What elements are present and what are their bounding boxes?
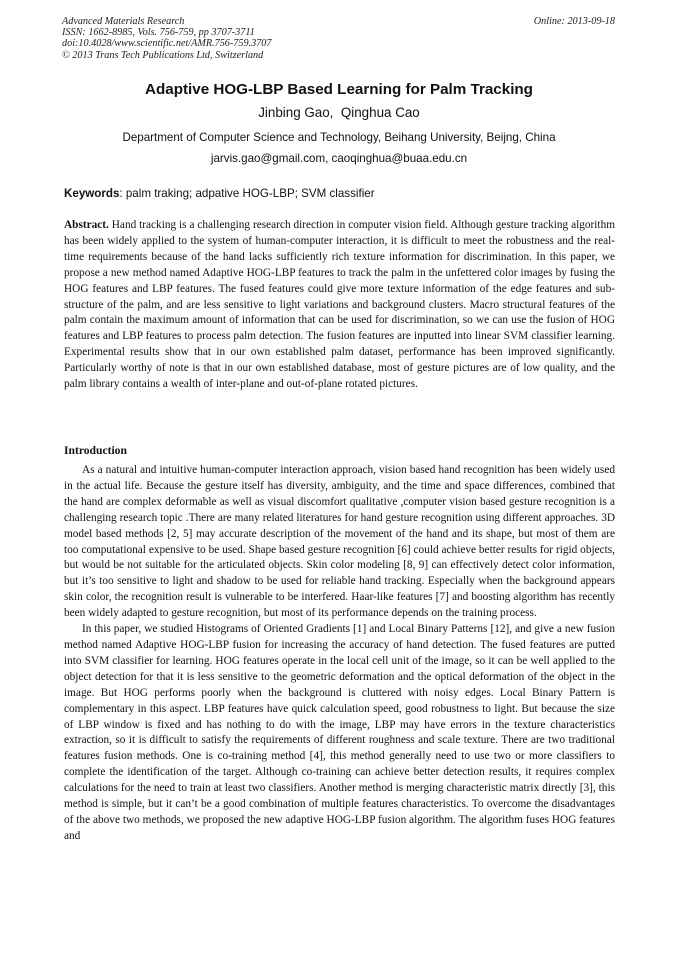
journal-name: Advanced Materials Research	[62, 16, 185, 27]
intro-paragraph: As a natural and intuitive human-computer interaction approach, vision based hand recognition has been widely used in the actual life. Because the gesture itself has diversity, ambiguity, and the time and space differences, combined that the hand are complex deformable as well as visual discomfort qualitative ,computer vision based gesture recognition is a challenging research topic .There are many related literatures for hand gesture recognition using different approaches. 3D model based methods [2, 5] may accurate description of the movement of the hand and its shape, but most of them are too computational expensive to be used. Shape based gesture recognition [6] could achieve better results for rigid objects, but would be not suitable for the articulated objects. Skin color modeling [8, 9] can effectively detect color information, but it’s too sensitive to light and shadow to be used for reliable hand tracking. Especially when the background appears skin color, the recognition result is vulnerable to be interfered. Haar-like features [7] and boosting algorithm has recently been widely adapted to gesture recognition, but most of its performance depends on the training process.	[64, 464, 615, 620]
keywords-label: Keywords	[64, 187, 120, 200]
keywords-line	[64, 187, 615, 201]
introduction-heading: Introduction	[64, 444, 127, 457]
author-list: Jinbing Gao, Qinghua Cao	[258, 105, 420, 120]
journal-header	[62, 16, 615, 61]
intro-paragraph: In this paper, we studied Histograms of Oriented Gradients [1] and Local Binary Patterns [12], and give a new fusion method named Adaptive HOG-LBP fusion for increasing the accuracy of hand detection. The fused features are putted into SVM classifier for learning. HOG features operate in the local cell unit of the image, so it can be well applied to the object detection for that it is less sensitive to the geometric deformation and the optical deformation of the object in the image. But HOG performs poorly when the background is cluttered with noisy edges. Local Binary Pattern is complementary in this aspect. LBP features have quick calculation speed, good robustness to light. But because the size of LBP window is fixed and has nothing to do with the image, LBP may have errors in the texture characteristics extraction, so it is difficult to satisfy the requirements of different roughness and scale texture. There are two traditional features fusion methods. One is co-training method [4], this method generally need to use two or more classifiers to complete the identification of the target. Although co-training can achieve better detection results, it requires complex calculations for the need to train at least two classifiers. Another method is merging characteristic matrix directly [3], this method is simple, but it can’t be a good combination of multiple features characteristics. To overcome the disadvantages of the above two methods, we proposed the new adaptive HOG-LBP fusion algorithm. The algorithm fuses HOG features and	[64, 623, 615, 842]
abstract-label: Abstract.	[64, 219, 109, 231]
introduction-body	[64, 463, 615, 845]
affiliation: Department of Computer Science and Technology, Beihang University, Beijng, China	[122, 131, 556, 144]
keywords-text: : palm traking; adpative HOG-LBP; SVM classifier	[119, 187, 375, 200]
copyright-line: © 2013 Trans Tech Publications Ltd, Switzerland	[62, 49, 264, 61]
abstract-text: Hand tracking is a challenging research direction in computer vision field. Although gesture tracking algorithm has been widely applied to the system of human-computer interaction, it is difficult to meet the robustness and the real-time requirements because of the hand lacks sufficiently rich texture information for discrimination. In this paper, we propose a new method named Adaptive HOG-LBP features to track the palm in the unfettered color images by fusing the HOG features and LBP features. The fused features could give more texture information of the edge features and sub-structure of the palm, and are less sensitive to light variations and background clusters. Macro structural features of the palm contain the maximum amount of information that can be used for discrimination, so we can use the fusion of HOG features and LBP features to process palm detection. The fusion features are inputted into linear SVM classifier learning. Experimental results show that in our own established palm dataset, performance has been improved significantly. Particularly worthy of note is that in our own established database, most of gesture pictures are of low quality, and the palm library contains a wealth of inter-plane and out-of-plane rotated pictures.	[64, 219, 615, 391]
abstract	[64, 218, 615, 393]
doi-line: doi:10.4028/www.scientific.net/AMR.756-759.3707	[62, 38, 272, 50]
online-date: Online: 2013-09-18	[533, 16, 615, 27]
issn-line: ISSN: 1662-8985, Vols. 756-759, pp 3707-3711	[62, 27, 255, 39]
author-emails: jarvis.gao@gmail.com, caoqinghua@buaa.edu.cn	[210, 152, 468, 165]
paper-title: Adaptive HOG-LBP Based Learning for Palm Tracking	[145, 81, 533, 98]
